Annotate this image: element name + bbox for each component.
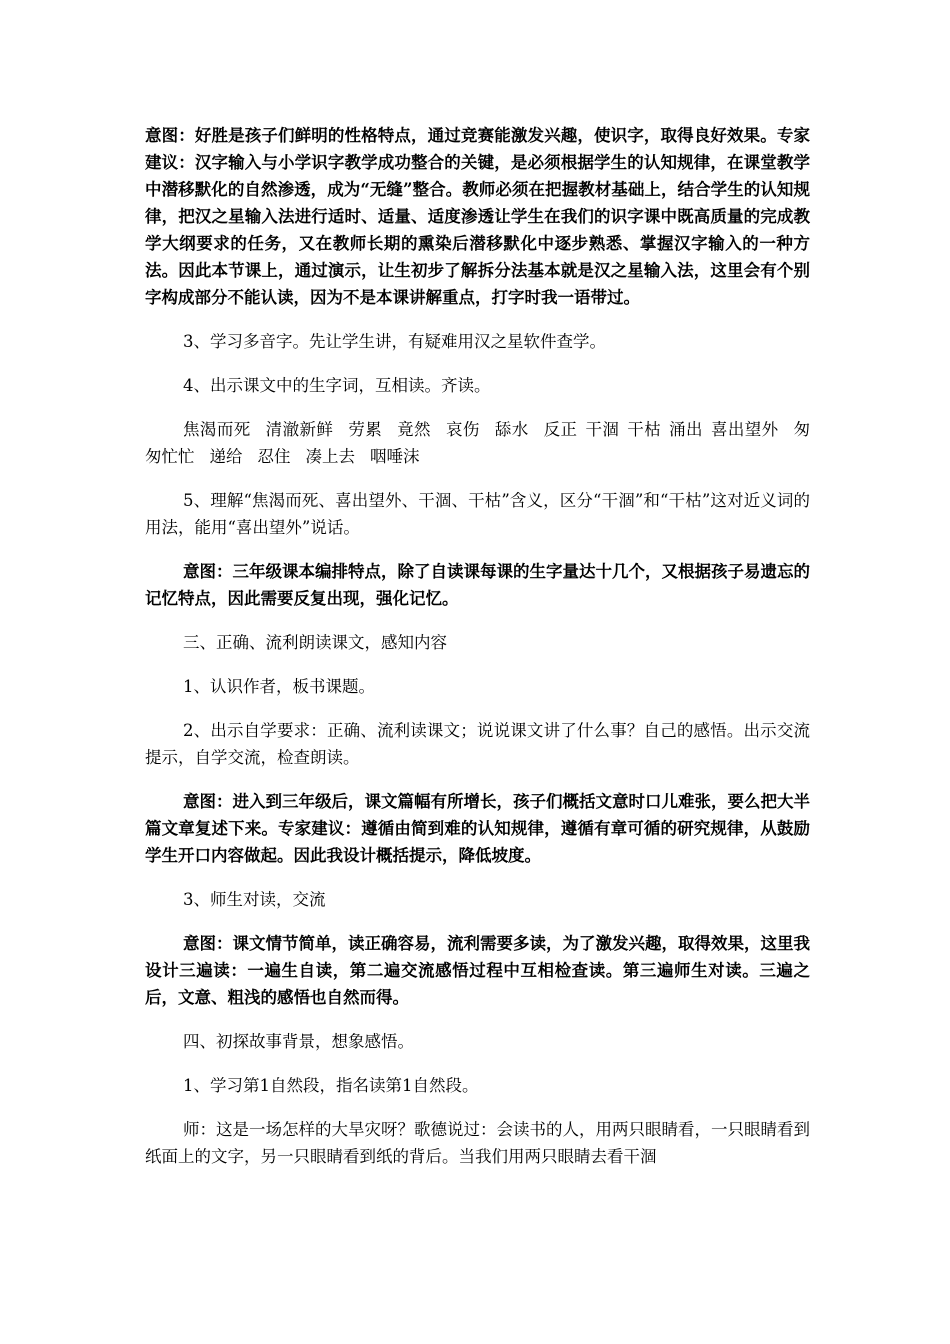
paragraph-step-4: 4、出示课文中的生字词，互相读。齐读。 <box>183 376 491 395</box>
paragraph-step-3: 3、学习多音字。先让学生讲，有疑难用汉之星软件查学。 <box>183 332 606 351</box>
paragraph-step-2: 2、出示自学要求：正确、流利读课文；说说课文讲了什么事？自己的感悟。出示交流提示，自学交流，检查朗读。 <box>145 721 810 767</box>
paragraph-step-3b: 3、师生对读，交流 <box>183 890 326 909</box>
vocab-word: 凑上去 <box>305 447 355 466</box>
paragraph-intent-3: 意图：进入到三年级后，课文篇幅有所增长，孩子们概括文意时口儿难张，要么把大半篇文章复述下来。专家建议：遵循由简到难的认知规律，遵循有章可循的研究规律，从鼓励学生开口内容做起。因此我设计概括提示，降低坡度。 <box>145 792 810 865</box>
vocab-word: 哀伤 <box>445 420 480 439</box>
vocabulary-list <box>145 416 810 470</box>
vocab-word: 干涸 <box>585 420 620 439</box>
vocab-word: 干枯 <box>627 420 662 439</box>
vocab-word: 涌出 <box>669 420 703 439</box>
paragraph-step-5: 5、理解“焦渴而死、喜出望外、干涸、干枯”含义，区分“干涸”和“干枯”这对近义词的用法，能用“喜出望外”说话。 <box>145 491 810 537</box>
vocab-word: 喜出望外 <box>710 420 779 439</box>
section-heading-3: 三、正确、流利朗读课文，感知内容 <box>183 633 447 652</box>
vocab-word: 焦渴而死 <box>183 420 251 439</box>
vocab-word: 咽唾沫 <box>370 447 420 466</box>
paragraph-intent-1: 意图：好胜是孩子们鲜明的性格特点，通过竞赛能激发兴趣，使识字，取得良好效果。专家建议：汉字输入与小学识字教学成功整合的关键，是必须根据学生的认知规律，在课堂教学中潜移默化的自然渗透，成为“无缝”整合。教师必须在把握教材基础上，结合学生的认知规律，把汉之星输入法进行适时、适量、适度渗透让学生在我们的识字课中既高质量的完成教学大纲要求的任务，又在教师长期的熏染后潜移默化中逐步熟悉、掌握汉字输入的一种方法。因此本节课上，通过演示，让生初步了解拆分法基本就是汉之星输入法，这里会有个别字构成部分不能认读，因为不是本课讲解重点，打字时我一语带过。 <box>145 126 810 307</box>
paragraph-teacher: 师：这是一场怎样的大旱灾呀？歌德说过：会读书的人，用两只眼睛看，一只眼睛看到纸面上的文字，另一只眼睛看到纸的背后。当我们用两只眼睛去看干涸 <box>145 1120 810 1166</box>
vocab-word: 递给 <box>209 447 243 466</box>
paragraph-step-1: 1、认识作者，板书课题。 <box>183 677 375 696</box>
vocab-word: 忍住 <box>257 447 291 466</box>
document-page <box>145 122 810 1187</box>
vocab-word: 反正 <box>543 420 578 439</box>
vocab-word: 舔水 <box>494 420 529 439</box>
paragraph-intent-4: 意图：课文情节简单，读正确容易，流利需要多读，为了激发兴趣，取得效果，这里我设计三遍读：一遍生自读，第二遍交流感悟过程中互相检查读。第三遍师生对读。三遍之后，文意、粗浅的感悟也自然而得。 <box>145 934 810 1007</box>
paragraph-step-1b: 1、学习第1自然段，指名读第1自然段。 <box>183 1076 479 1095</box>
vocab-word: 劳累 <box>348 420 383 439</box>
paragraph-intent-2: 意图：三年级课本编排特点，除了自读课每课的生字量达十几个，又根据孩子易遗忘的记忆特点，因此需要反复出现，强化记忆。 <box>145 562 810 608</box>
vocab-word: 匆匆忙忙 <box>145 420 811 466</box>
section-heading-4: 四、初探故事背景，想象感悟。 <box>183 1032 414 1051</box>
vocab-word: 清澈新鲜 <box>265 420 334 439</box>
vocab-word: 竟然 <box>397 420 431 439</box>
